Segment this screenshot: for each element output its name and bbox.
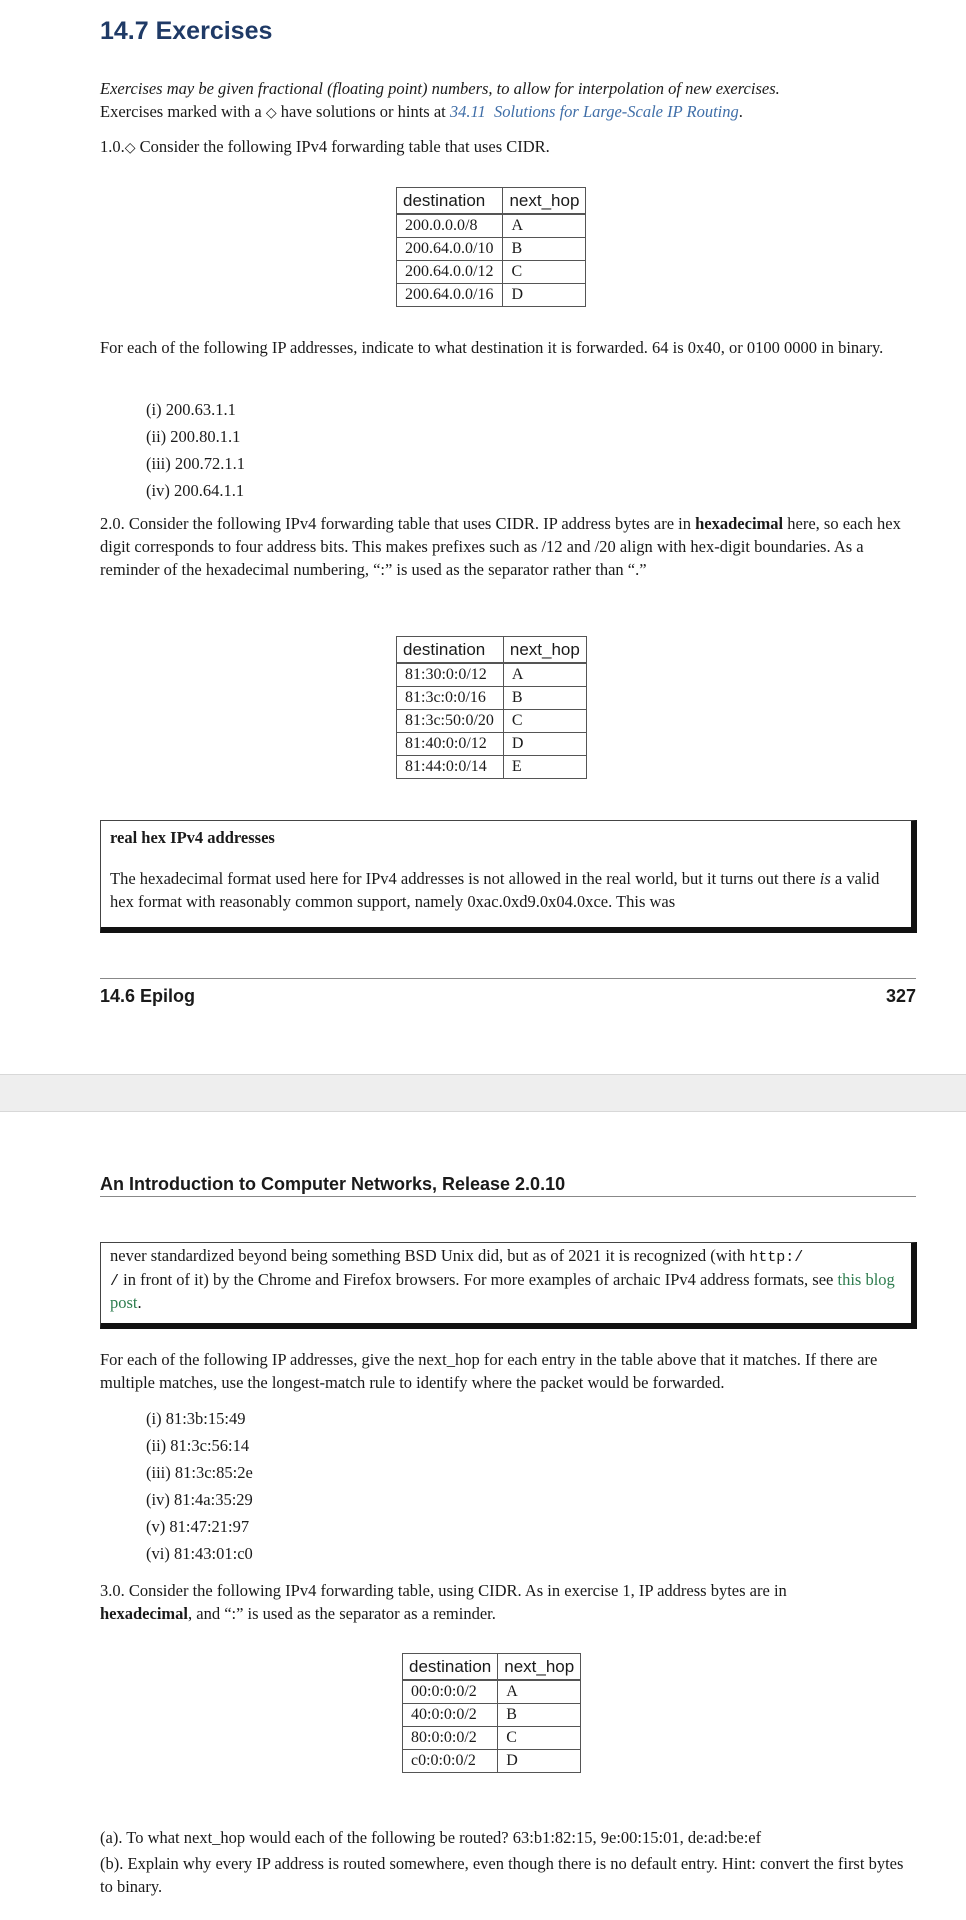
list-item: (i) 81:3b:15:49 [146, 1409, 246, 1428]
running-header: An Introduction to Computer Networks, Release 2.0.10 [100, 1174, 566, 1194]
list-item: (iv) 81:4a:35:29 [146, 1490, 253, 1509]
ex3-paragraph: 3.0. Consider the following IPv4 forwarding table, using CIDR. As in exercise 1, IP address bytes are in hexadecimal, and “:” is used as the separator as a reminder. [100, 1581, 787, 1623]
list-item: (iii) 200.72.1.1 [146, 454, 245, 473]
table-row: 200.0.0.0/8 A [397, 214, 586, 238]
table-header: destination [403, 1654, 498, 1681]
ex2-forwarding-table [396, 636, 587, 779]
page-number: 327 [885, 986, 916, 1006]
footer-section: 14.6 Epilog [100, 986, 196, 1006]
ex3-forwarding-table [402, 1653, 581, 1773]
list-item: (ii) 200.80.1.1 [146, 427, 241, 446]
table-header: next_hop [503, 637, 586, 664]
page-break [0, 1074, 966, 1112]
note-box-continued-body: never standardized beyond being something BSD Unix did, but as of 2021 it is recognized (with http:/ / in front of it) by the Chrome and Firefox browsers. For more examples of archaic IPv4 address formats, see this blog post. [110, 1246, 895, 1313]
table-row: 81:30:0:0/12 A [397, 663, 587, 687]
table-header: destination [397, 637, 504, 664]
list-item: (vi) 81:43:01:c0 [146, 1544, 253, 1563]
intro-line1: Exercises may be given fractional (floating point) numbers, to allow for interpolation of new exercises. [100, 79, 780, 98]
ex3-part-a: (a). To what next_hop would each of the following be routed? 63:b1:82:15, 9e:00:15:01, de:ad:be:ef [100, 1828, 762, 1847]
diamond-icon: ◇ [124, 140, 136, 156]
list-item: (v) 81:47:21:97 [146, 1517, 250, 1536]
footer-rule [100, 978, 916, 979]
list-item: (i) 200.63.1.1 [146, 400, 236, 419]
ex1-heading: 1.0.◇ Consider the following IPv4 forwarding table that uses CIDR. [100, 137, 550, 156]
list-item: (ii) 81:3c:56:14 [146, 1436, 250, 1455]
table-row: 200.64.0.0/10 B [397, 238, 586, 261]
table-row: 81:3c:0:0/16 B [397, 687, 587, 710]
header-rule [100, 1196, 916, 1197]
table-header: destination [397, 188, 503, 215]
list-item: (iii) 81:3c:85:2e [146, 1463, 253, 1482]
note-box [100, 820, 917, 933]
table-row: 81:44:0:0/14 E [397, 756, 587, 779]
ex2-address-list [146, 1405, 253, 1567]
table-row: 81:40:0:0/12 D [397, 733, 587, 756]
note-box-body: The hexadecimal format used here for IPv4 addresses is not allowed in the real world, but it turns out there is a valid hex format with reasonably common support, namely 0xac.0xd9.0x04.0xce. This was [110, 868, 880, 911]
ex1-address-list [146, 396, 245, 504]
intro-paragraph: Exercises may be given fractional (floating point) numbers, to allow for interpolation of new exercises. Exercises marked with a ◇ have solutions or hints at 34.11 Solutions for Large-Scale IP Routing. [100, 79, 780, 121]
table-row: 40:0:0:0/2 B [403, 1704, 581, 1727]
solutions-link[interactable]: 34.11 Solutions for Large-Scale IP Routing [449, 101, 739, 121]
table-row: 81:3c:50:0/20 C [397, 710, 587, 733]
table-header: next_hop [503, 188, 586, 215]
section-title: 14.7 Exercises [100, 17, 273, 45]
table-row: c0:0:0:0/2 D [403, 1750, 581, 1773]
blog-post-link[interactable]: this blog post [110, 1269, 895, 1313]
ex3-part-b: (b). Explain why every IP address is routed somewhere, even though there is no default entry. Hint: convert the first bytes to binary. [100, 1854, 904, 1896]
note-box-title: real hex IPv4 addresses [110, 828, 275, 847]
list-item: (iv) 200.64.1.1 [146, 481, 245, 500]
note-box-continued [100, 1242, 917, 1329]
table-header: next_hop [498, 1654, 581, 1681]
ex2-paragraph: 2.0. Consider the following IPv4 forwarding table that uses CIDR. IP address bytes are in hexadecimal here, so each hex digit corresponds to four address bits. This makes prefixes such as /12 and /20 align with hex-digit boundaries. As a reminder of the hexadecimal numbering, “:” is used as the separator rather than “.” [100, 514, 901, 579]
table-row: 80:0:0:0/2 C [403, 1727, 581, 1750]
table-row: 200.64.0.0/16 D [397, 284, 586, 307]
table-row: 00:0:0:0/2 A [403, 1680, 581, 1704]
ex2-question: For each of the following IP addresses, give the next_hop for each entry in the table above that it matches. If there are multiple matches, use the longest-match rule to identify where the packet would be forwarded. [100, 1350, 878, 1392]
table-row: 200.64.0.0/12 C [397, 261, 586, 284]
diamond-icon: ◇ [265, 104, 277, 121]
ex1-forwarding-table [396, 187, 586, 307]
ex1-question: For each of the following IP addresses, indicate to what destination it is forwarded. 64 is 0x40, or 0100 0000 in binary. [100, 338, 884, 357]
